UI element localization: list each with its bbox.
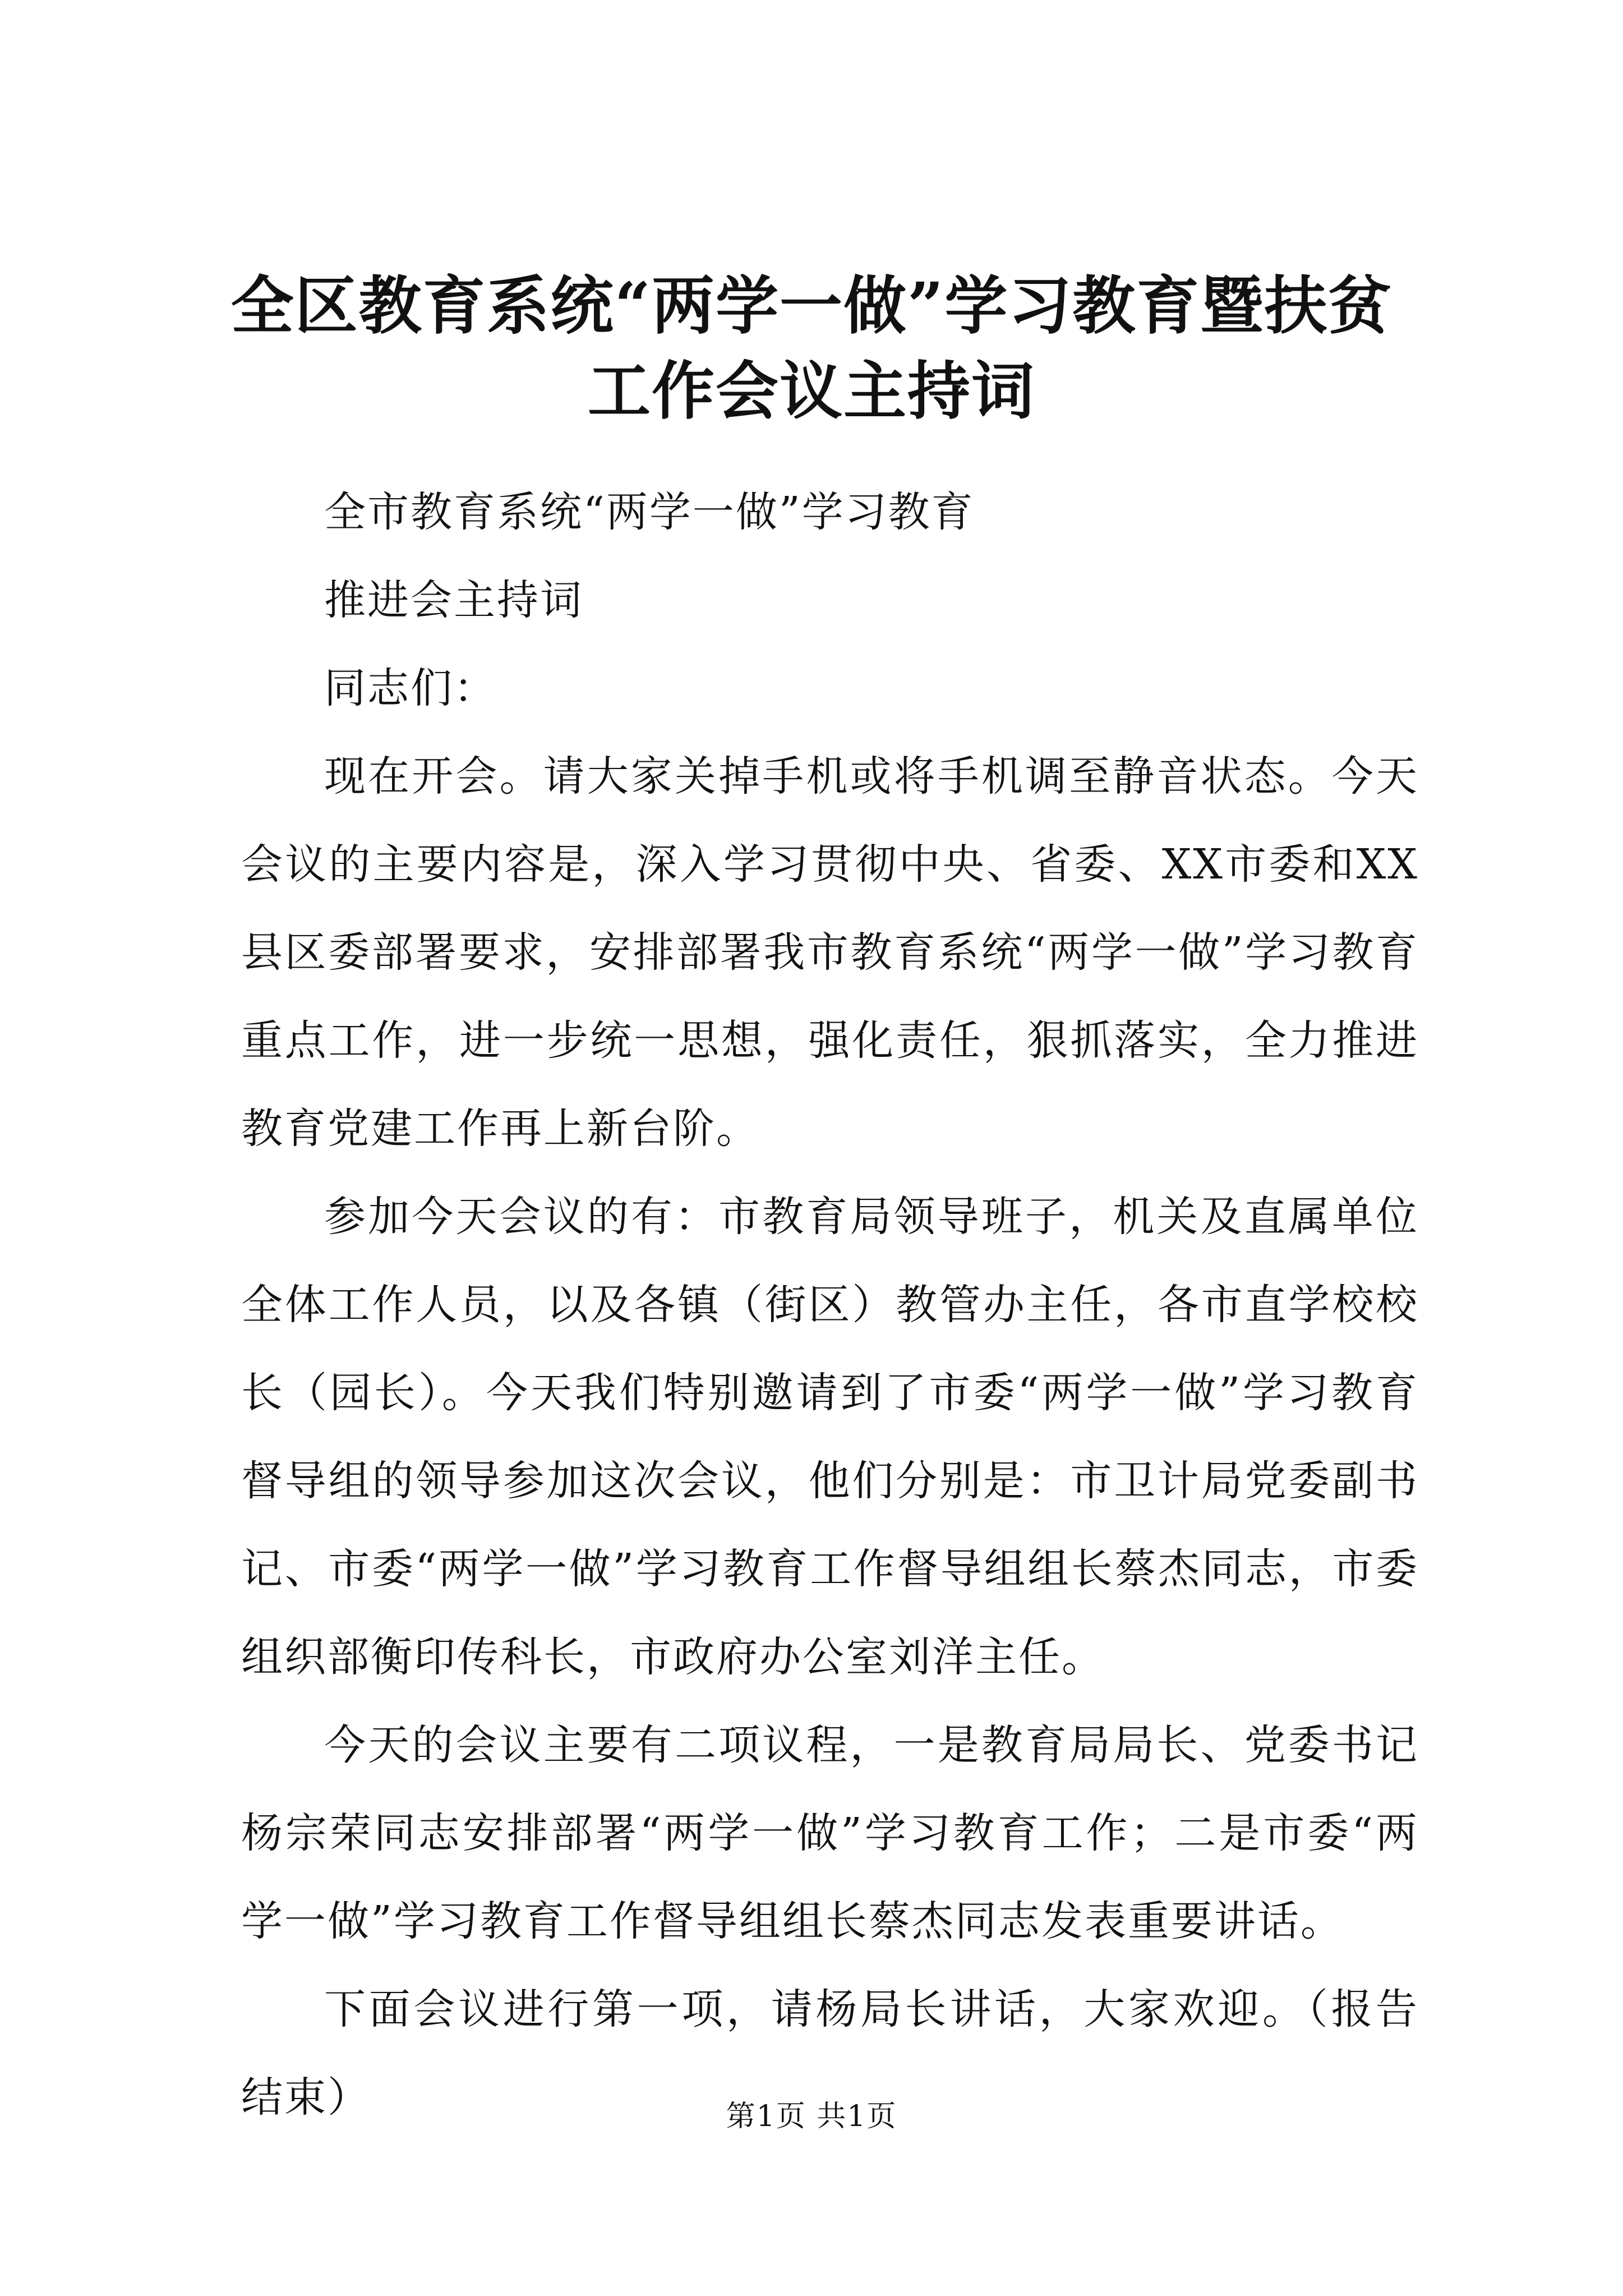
paragraph-attendees: 参加今天会议的有：市教育局领导班子，机关及直属单位全体工作人员，以及各镇（街区）教管办主任，各市直学校校长（园长）。今天我们特别邀请到了市委“两学一做”学习教育督导组的领导参加这次会议，他们分别是：市卫计局党委副书记、市委“两学一做”学习教育工作督导组组长蔡杰同志，市委组织部衡印传科长，市政府办公室刘洋主任。 <box>241 1193 1419 1681</box>
document-body <box>241 468 1419 2142</box>
paragraph-first-item: 下面会议进行第一项，请杨局长讲话，大家欢迎。（报告结束） <box>241 1985 1419 2122</box>
document-title: 全区教育系统“两学一做”学习教育暨扶贫工作会议主持词 <box>230 269 1393 428</box>
subtitle-line-2: 推进会主持词 <box>324 576 583 624</box>
paragraph-opening: 现在开会。请大家关掉手机或将手机调至静音状态。今天会议的主要内容是，深入学习贯彻中央、省委、XX市委和XX县区委部署要求，安排部署我市教育系统“两学一做”学习教育重点工作，进一步统一思想，强化责任，狠抓落实，全力推进教育党建工作再上新台阶。 <box>241 752 1419 1153</box>
paragraph-agenda: 今天的会议主要有二项议程，一是教育局局长、党委书记杨宗荣同志安排部署“两学一做”学习教育工作；二是市委“两学一做”学习教育工作督导组组长蔡杰同志发表重要讲话。 <box>241 1721 1419 1945</box>
page-footer: 第1页 共1页 <box>726 2100 897 2133</box>
salutation: 同志们： <box>324 664 497 712</box>
subtitle-line-1: 全市教育系统“两学一做”学习教育 <box>324 488 975 536</box>
